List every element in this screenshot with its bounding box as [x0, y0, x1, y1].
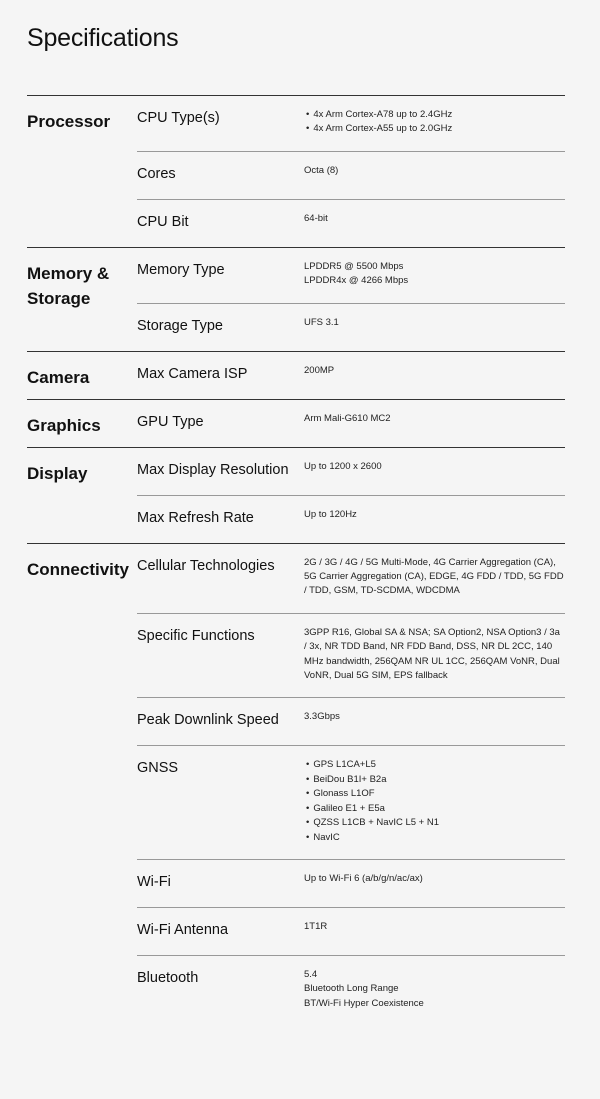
spec-value	[304, 164, 565, 185]
spec-row	[137, 448, 565, 495]
spec-value-text: Octa (8)	[304, 164, 339, 176]
page-title: Specifications	[27, 24, 179, 52]
spec-section	[27, 399, 565, 447]
spec-label: Max Refresh Rate	[137, 509, 254, 526]
spec-row	[137, 745, 565, 858]
section-title: Camera	[27, 367, 90, 387]
spec-label: GPU Type	[137, 413, 204, 430]
spec-table	[27, 95, 565, 1025]
spec-section	[27, 447, 565, 543]
spec-row	[137, 199, 565, 247]
spec-label: Wi-Fi Antenna	[137, 921, 229, 938]
section-title: Graphics	[27, 415, 101, 435]
spec-bullet-item: • 4x Arm Cortex-A78 up to 2.4GHz	[306, 108, 565, 122]
section-title: Display	[27, 463, 88, 483]
spec-bullet-list	[304, 108, 565, 137]
spec-row	[137, 400, 565, 447]
spec-value-text: 2G / 3G / 4G / 5G Multi-Mode, 4G Carrier Aggregation (CA), 5G Carrier Aggregation (CA), EDGE, 4G FDD / TDD, 5G FDD / TDD, GSM, TD-SCDMA, WDCDMA	[304, 556, 564, 597]
spec-value	[304, 212, 565, 233]
spec-value	[304, 968, 565, 1011]
spec-label: GNSS	[137, 760, 179, 777]
spec-value-line: LPDDR4x @ 4266 Mbps	[304, 275, 409, 287]
spec-rows	[137, 96, 565, 247]
spec-value	[304, 260, 565, 289]
spec-label: Wi-Fi	[137, 873, 171, 890]
spec-row	[137, 859, 565, 907]
spec-value-line: Bluetooth Long Range	[304, 983, 399, 995]
spec-label: Bluetooth	[137, 969, 199, 986]
spec-value-text: 200MP	[304, 364, 335, 376]
spec-value-text: 64-bit	[304, 212, 328, 224]
spec-value	[304, 758, 565, 844]
spec-section	[27, 247, 565, 351]
spec-section	[27, 95, 565, 247]
spec-value	[304, 412, 565, 433]
spec-row	[137, 248, 565, 303]
spec-bullet-item: • BeiDou B1I+ B2a	[306, 773, 565, 787]
spec-value	[304, 872, 565, 893]
spec-rows	[137, 400, 565, 447]
spec-row	[137, 697, 565, 745]
spec-row	[137, 151, 565, 199]
spec-bullet-item: • NavIC	[306, 831, 565, 845]
spec-bullet-item: • QZSS L1CB + NavIC L5 + N1	[306, 816, 565, 830]
spec-label: Max Camera ISP	[137, 365, 248, 382]
spec-value-text: Up to 1200 x 2600	[304, 460, 382, 472]
spec-value	[304, 920, 565, 941]
spec-bullet-item: • Glonass L1OF	[306, 787, 565, 801]
spec-bullet-item: • Galileo E1 + E5a	[306, 802, 565, 816]
spec-value-text: Up to Wi-Fi 6 (a/b/g/n/ac/ax)	[304, 872, 423, 884]
spec-rows	[137, 544, 565, 1026]
spec-row	[137, 955, 565, 1025]
spec-label: CPU Type(s)	[137, 110, 220, 126]
spec-value-text: 3.3Gbps	[304, 711, 340, 723]
spec-value-text: UFS 3.1	[304, 316, 339, 328]
spec-bullet-item: • GPS L1CA+L5	[306, 758, 565, 772]
spec-label: CPU Bit	[137, 213, 189, 230]
spec-label: Peak Downlink Speed	[137, 712, 279, 729]
spec-value	[304, 556, 565, 599]
spec-label: Storage Type	[137, 317, 223, 334]
spec-value-line: LPDDR5 @ 5500 Mbps	[304, 260, 404, 272]
spec-section	[27, 351, 565, 399]
spec-rows	[137, 448, 565, 543]
spec-row	[137, 495, 565, 543]
spec-bullet-list	[304, 758, 565, 844]
spec-label: Cellular Technologies	[137, 557, 275, 574]
spec-rows	[137, 352, 565, 399]
spec-section	[27, 543, 565, 1026]
spec-row	[137, 303, 565, 351]
section-title: Memory & Storage	[27, 263, 110, 308]
spec-rows	[137, 248, 565, 351]
spec-label: Max Display Resolution	[137, 461, 289, 478]
spec-row	[137, 907, 565, 955]
spec-value-text: 3GPP R16, Global SA & NSA; SA Option2, NSA Option3 / 3a / 3x, NR TDD Band, NR FDD Band, DSS, NR DL 2CC, 140 MHz bandwidth, 256QAM NR UL 1CC, 256QAM VoNR, Dual VoNR, Dual 5G SIM, EPS fallback	[304, 626, 560, 682]
spec-value	[304, 460, 565, 481]
spec-value-text: Arm Mali-G610 MC2	[304, 412, 391, 424]
spec-row	[137, 96, 565, 151]
spec-value	[304, 626, 565, 684]
section-title: Processor	[27, 112, 111, 131]
spec-bullet-item: • 4x Arm Cortex-A55 up to 2.0GHz	[306, 122, 565, 136]
spec-value-text: 1T1R	[304, 920, 328, 932]
spec-row	[137, 613, 565, 698]
spec-value-line: 5.4	[304, 968, 318, 980]
spec-value-text: Up to 120Hz	[304, 508, 357, 520]
spec-row	[137, 544, 565, 613]
spec-value	[304, 108, 565, 137]
section-title: Connectivity	[27, 559, 130, 579]
spec-label: Specific Functions	[137, 627, 255, 644]
spec-label: Memory Type	[137, 261, 225, 278]
spec-value	[304, 316, 565, 337]
spec-value-line: BT/Wi-Fi Hyper Coexistence	[304, 997, 424, 1009]
spec-row	[137, 352, 565, 399]
spec-value	[304, 364, 565, 385]
spec-value	[304, 508, 565, 529]
spec-label: Cores	[137, 165, 176, 182]
spec-value	[304, 710, 565, 731]
